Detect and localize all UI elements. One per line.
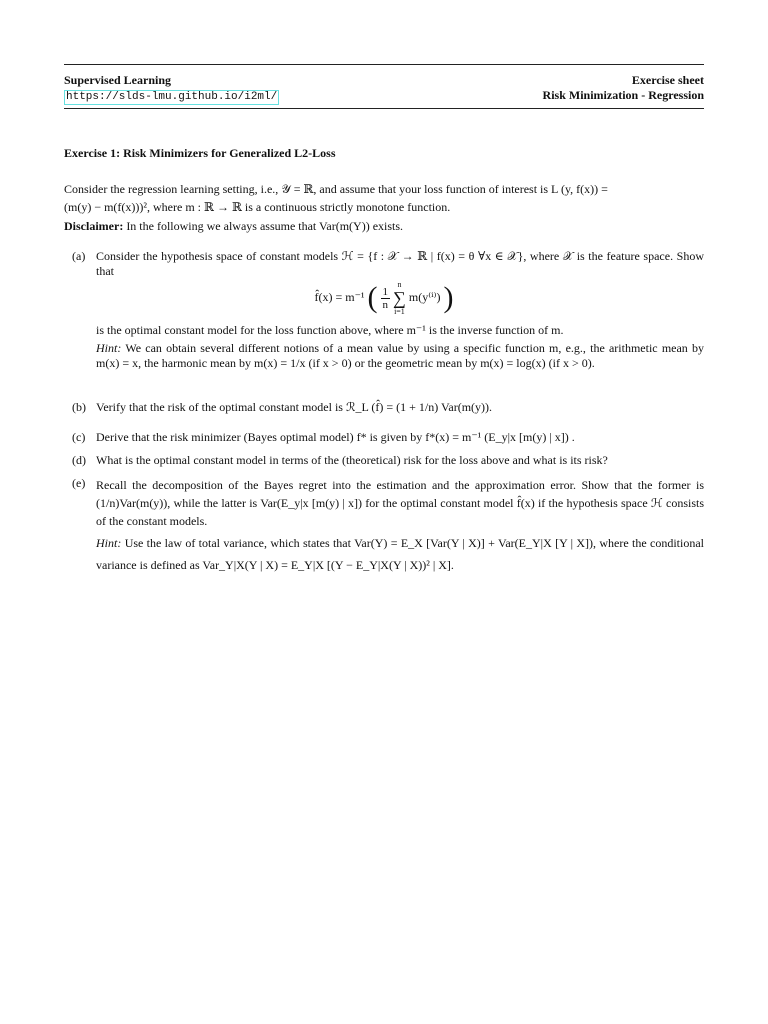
course-title: Supervised Learning [64,73,172,87]
sheet-topic: Risk Minimization - Regression [542,88,704,102]
intro-line-2: (m(y) − m(f(x)))², where m : ℝ → ℝ is a continuous strictly monotone function. [64,200,451,214]
disclaimer-label: Disclaimer: [64,219,124,233]
part-a-hint-text: We can obtain several different notions of a mean value by using a specific function m, e.g., the arithmetic mean by m(x) = x, the harmonic mean by m(x) = 1/x (if x > 0) or the geometric mean by m(x) = log(x) (if x > 0). [96,341,705,370]
part-d-text: What is the optimal constant model in terms of the (theoretical) risk for the loss above and what is its risk? [96,453,608,467]
eq-right-paren: ) [443,281,454,314]
part-e-text: Recall the decomposition of the Bayes regret into the estimation and the approximation error. Show that the former is (1/n)Var(m(y)), while the latter is Var(E_y|x [m(y) | x]) for the optimal constant model f̂(x) if the hypothesis space ℋ consists of the constant models. [96,478,704,528]
part-a-equation [0,280,768,316]
header-bottom-rule [64,108,704,109]
sum-symbol-icon: ∑ [393,288,406,308]
part-e-hint-label: Hint: [96,536,122,550]
part-b-text: Verify that the risk of the optimal constant model is ℛ_L (f̂) = (1 + 1/n) Var(m(y)). [96,400,493,414]
part-b-label: (b) [72,400,86,414]
part-e-label: (e) [72,476,86,490]
eq-frac-num: 1 [382,285,389,298]
sheet-label: Exercise sheet [631,73,704,87]
eq-left-paren: ( [367,281,378,314]
eq-sum [393,280,406,316]
intro-line-1: Consider the regression learning setting, i.e., 𝒴 = ℝ, and assume that your loss function of interest is L (y, f(x)) = [64,182,608,196]
part-c-text: Derive that the risk minimizer (Bayes optimal model) f* is given by f*(x) = m⁻¹ (E_y|x [m(y) | x]) . [96,430,575,444]
part-d-label: (d) [72,453,86,467]
course-url-link[interactable]: https://slds-lmu.github.io/i2ml/ [66,91,278,103]
header-right [543,73,704,103]
eq-fraction [381,286,391,311]
intro-paragraph [64,181,704,215]
eq-sum-bottom: i=1 [394,307,405,316]
part-a-after-text: is the optimal constant model for the loss function above, where m⁻¹ is the inverse function of m. [96,323,564,337]
top-rule [64,64,704,65]
part-a-text: Consider the hypothesis space of constant models ℋ = {f : 𝒳 → ℝ | f(x) = θ ∀x ∈ 𝒳}, where 𝒳 is the feature space. Show that [96,249,704,278]
eq-frac-den: n [382,298,389,311]
eq-lhs: f̂(x) = m⁻¹ [314,289,365,304]
eq-sum-top: n [397,280,402,289]
disclaimer [64,218,704,234]
part-a-hint-label: Hint: [96,341,122,355]
exercise-title: Exercise 1: Risk Minimizers for Generalized L2-Loss [64,146,336,160]
eq-term: m(y⁽ⁱ⁾) [408,289,441,304]
disclaimer-text: In the following we always assume that Var(m(Y)) exists. [126,219,404,233]
header-left [64,73,279,105]
part-c-label: (c) [72,430,86,444]
part-e-hint-text: Use the law of total variance, which states that Var(Y) = E_X [Var(Y | X)] + Var(E_Y|X [Y | X]), where the conditional variance is defined as Var_Y|X(Y | X) = E_Y|X [(Y − E_Y|X(Y | X))² | X]. [96,536,704,572]
part-a-label: (a) [72,249,86,263]
